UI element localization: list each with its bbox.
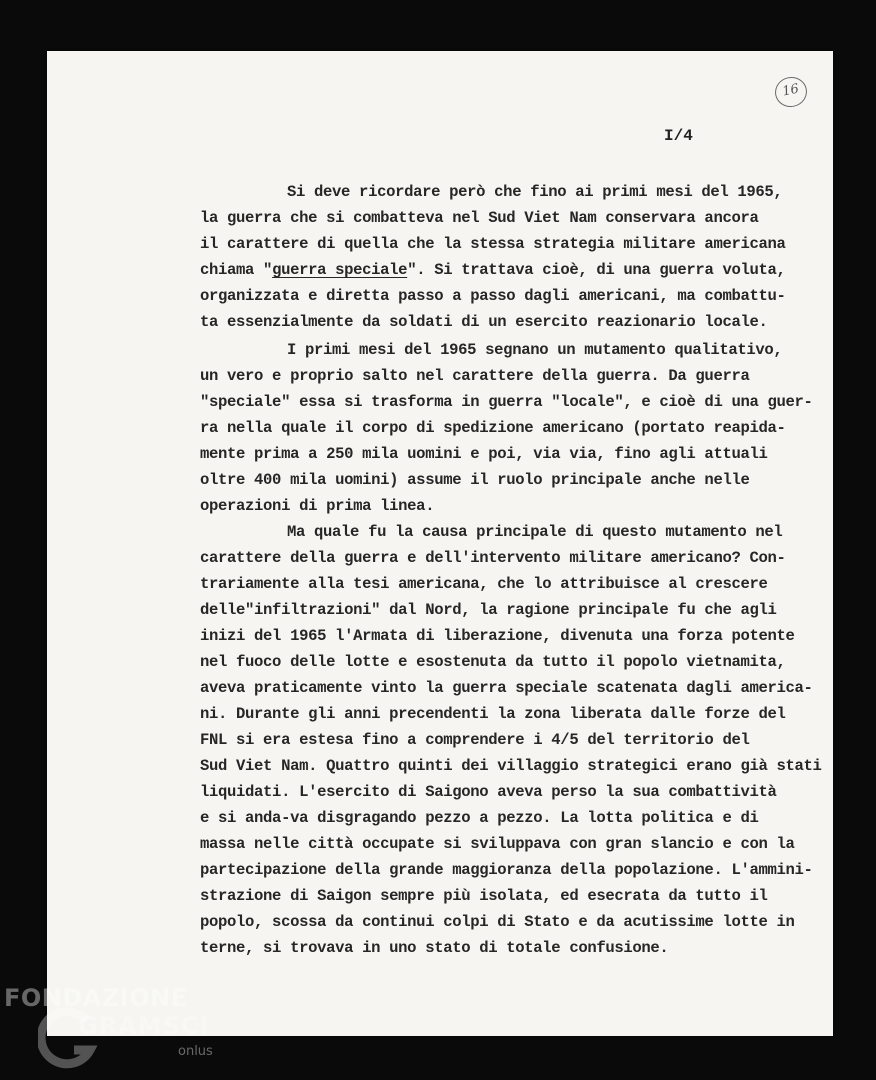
text-line: liquidati. L'esercito di Saigono aveva perso la sua combattività (200, 783, 777, 801)
fondazione-gramsci-watermark (4, 984, 264, 1080)
text-line: un vero e proprio salto nel carattere della guerra. Da guerra (200, 367, 750, 385)
text-segment: ". Si trattava cioè, di una guerra voluta, (407, 261, 786, 279)
text-line: FNL si era estesa fino a comprendere i 4/5 del territorio del (200, 731, 750, 749)
text-line (200, 261, 786, 279)
text-line: ra nella quale il corpo di spedizione americano (portato reapida- (200, 419, 786, 437)
text-line: e si anda-va disgragando pezzo a pezzo. La lotta politica e di (200, 809, 759, 827)
text-line: Sud Viet Nam. Quattro quinti dei villaggio strategici erano già stati (200, 757, 822, 775)
text-line: trariamente alla tesi americana, che lo attribuisce al crescere (200, 575, 768, 593)
text-line: la guerra che si combatteva nel Sud Viet Nam conservara ancora (200, 209, 759, 227)
text-line: I primi mesi del 1965 segnano un mutamento qualitativo, (287, 341, 783, 359)
text-line: strazione di Saigon sempre più isolata, ed esecrata da tutto il (200, 887, 768, 905)
underlined-term: guerra speciale (272, 261, 408, 279)
text-line: terne, si trovava in uno stato di totale confusione. (200, 939, 669, 957)
text-line: inizi del 1965 l'Armata di liberazione, divenuta una forza potente (200, 627, 795, 645)
watermark-line1: FONDAZIONE (4, 984, 188, 1012)
typewritten-body (47, 51, 833, 1036)
text-line: Si deve ricordare però che fino ai primi mesi del 1965, (287, 183, 783, 201)
document-page (47, 51, 833, 1036)
text-line: il carattere di quella che la stessa strategia militare americana (200, 235, 786, 253)
text-line: massa nelle città occupate si sviluppava con gran slancio e con la (200, 835, 795, 853)
text-line: ni. Durante gli anni precendenti la zona liberata dalle forze del (200, 705, 786, 723)
page-number: I/4 (664, 127, 693, 145)
text-line: ta essenzialmente da soldati di un esercito reazionario locale. (200, 313, 768, 331)
text-line: delle"infiltrazioni" dal Nord, la ragione principale fu che agli (200, 601, 777, 619)
text-line: carattere della guerra e dell'intervento militare americano? Con- (200, 549, 786, 567)
text-line: mente prima a 250 mila uomini e poi, via via, fino agli attuali (200, 445, 768, 463)
text-line: "speciale" essa si trasforma in guerra "locale", e cioè di una guer- (200, 393, 813, 411)
text-segment: chiama " (200, 261, 273, 279)
text-line: popolo, scossa da continui colpi di Stato e da acutissime lotte in (200, 913, 795, 931)
text-line: oltre 400 mila uomini) assume il ruolo principale anche nelle (200, 471, 750, 489)
text-line: nel fuoco delle lotte e esostenuta da tutto il popolo vietnamita, (200, 653, 786, 671)
watermark-line2: GRAMSCI (78, 1012, 210, 1040)
text-line: partecipazione della grande maggioranza della popolazione. L'ammini- (200, 861, 813, 879)
text-line: organizzata e diretta passo a passo dagli americani, ma combattu- (200, 287, 786, 305)
watermark-onlus: onlus (178, 1044, 213, 1059)
text-line: operazioni di prima linea. (200, 497, 435, 515)
archive-stamp-number: 16 (781, 81, 801, 100)
text-line: aveva praticamente vinto la guerra speciale scatenata dagli america- (200, 679, 813, 697)
text-line: Ma quale fu la causa principale di questo mutamento nel (287, 523, 783, 541)
